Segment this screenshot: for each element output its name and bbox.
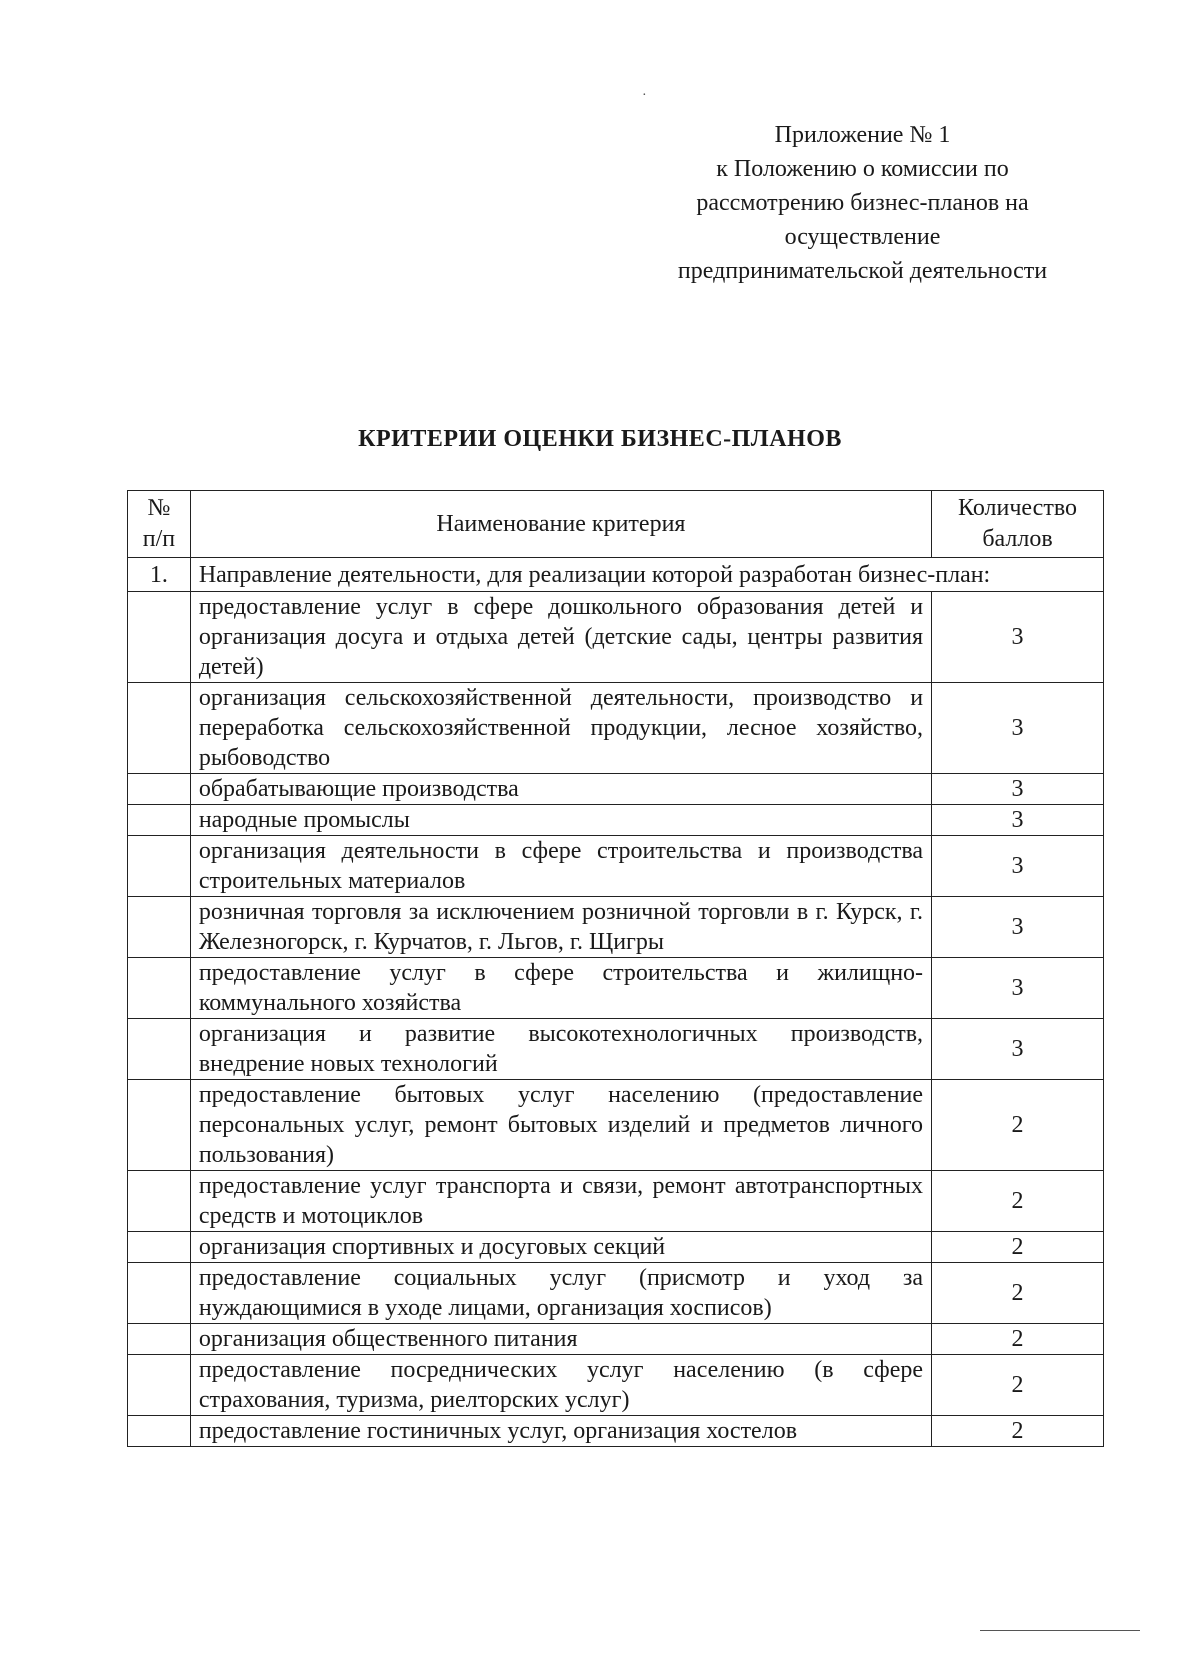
criterion-name-cell [190,1019,931,1080]
header-score-line: Количество [958,495,1077,521]
criterion-name: организация и развитие высокотехнологичных производств, внедрение новых технологий [198,1021,924,1077]
section-name: Направление деятельности, для реализации которой разработан бизнес-план: [190,558,1103,592]
criterion-score: 3 [932,592,1104,683]
row-number-cell [128,1416,191,1447]
appendix-line: Приложение № 1 [774,122,951,148]
criterion-score: 3 [932,683,1104,774]
criterion-name: организация спортивных и досуговых секций [198,1234,666,1260]
criterion-name: организация сельскохозяйственной деятельности, производство и переработка сельскохозяйственной продукции, лесное хозяйство, рыбоводство [198,685,924,771]
row-number-cell [128,836,191,897]
row-number-cell [128,897,191,958]
table-row [128,774,1104,805]
table-row [128,1416,1104,1447]
criteria-table [127,490,1104,1447]
criterion-score: 2 [932,1416,1104,1447]
criterion-name: предоставление социальных услуг (присмотр и уход за нуждающимися в уходе лицами, организация хосписов) [198,1265,924,1321]
table-row [128,805,1104,836]
criterion-name-cell [190,1080,931,1171]
criterion-name: организация деятельности в сфере строительства и производства строительных материалов [198,838,924,894]
criterion-name: обрабатывающие производства [198,776,519,802]
appendix-line: предпринимательской деятельности [677,258,1048,284]
header-number [128,491,191,558]
appendix-header [640,118,1085,288]
criterion-score: 2 [932,1080,1104,1171]
header-criterion-name: Наименование критерия [190,491,931,558]
row-number-cell [128,805,191,836]
criterion-score: 3 [932,1019,1104,1080]
row-number-cell [128,958,191,1019]
criterion-name-cell [190,958,931,1019]
row-number-cell [128,1263,191,1324]
row-number-cell [128,1232,191,1263]
document-title: КРИТЕРИИ ОЦЕНКИ БИЗНЕС-ПЛАНОВ [358,426,842,452]
criterion-name-cell [190,1232,931,1263]
table-row [128,1080,1104,1171]
table-row [128,897,1104,958]
table-header-row [128,491,1104,558]
criterion-name-cell [190,1416,931,1447]
criterion-name-cell [190,774,931,805]
criterion-score: 3 [932,774,1104,805]
criterion-name: народные промыслы [198,807,410,833]
table-row [128,1355,1104,1416]
row-number-cell [128,1019,191,1080]
row-number-cell [128,1355,191,1416]
criterion-score: 2 [932,1324,1104,1355]
table-row [128,958,1104,1019]
table-row [128,1324,1104,1355]
criterion-name-cell [190,1171,931,1232]
appendix-line: рассмотрению бизнес-планов на [696,190,1029,216]
criterion-score: 3 [932,958,1104,1019]
criterion-score: 2 [932,1232,1104,1263]
criterion-score: 3 [932,897,1104,958]
footer-line [980,1630,1140,1632]
table-row [128,683,1104,774]
criterion-name-cell [190,592,931,683]
criterion-name: предоставление посреднических услуг населению (в сфере страхования, туризма, риелторских услуг) [198,1357,924,1413]
criterion-name: предоставление услуг транспорта и связи, ремонт автотранспортных средств и мотоциклов [198,1173,924,1229]
appendix-line: к Положению о комиссии по [716,156,1009,182]
section-number: 1. [128,558,191,592]
criterion-name-cell [190,897,931,958]
criterion-score: 3 [932,805,1104,836]
criterion-score: 3 [932,836,1104,897]
criterion-score: 2 [932,1355,1104,1416]
row-number-cell [128,683,191,774]
criterion-name-cell [190,683,931,774]
criterion-name-cell [190,836,931,897]
header-number-line: п/п [142,526,176,552]
appendix-line: осуществление [784,224,941,250]
row-number-cell [128,1324,191,1355]
row-number-cell [128,1171,191,1232]
criterion-name-cell [190,1324,931,1355]
header-score [932,491,1104,558]
table-row [128,592,1104,683]
scan-artifact: · [642,88,647,103]
section-row [128,558,1104,592]
row-number-cell [128,1080,191,1171]
table-row [128,1019,1104,1080]
criterion-name: предоставление услуг в сфере дошкольного образования детей и организация досуга и отдыха детей (детские сады, центры развития детей) [198,594,924,680]
header-number-line: № [147,495,171,521]
table-row [128,1263,1104,1324]
table-row [128,1171,1104,1232]
table-row [128,1232,1104,1263]
header-score-line: баллов [982,526,1053,552]
table-body [128,558,1104,1447]
row-number-cell [128,592,191,683]
criterion-name: организация общественного питания [198,1326,578,1352]
criterion-name: розничная торговля за исключением розничной торговли в г. Курск, г. Железногорск, г. Курчатов, г. Льгов, г. Щигры [198,899,924,955]
criterion-name-cell [190,805,931,836]
table-row [128,836,1104,897]
criterion-name-cell [190,1355,931,1416]
row-number-cell [128,774,191,805]
criterion-score: 2 [932,1263,1104,1324]
criterion-name: предоставление бытовых услуг населению (предоставление персональных услуг, ремонт бытовых изделий и предметов личного пользования) [198,1082,924,1168]
criterion-name: предоставление гостиничных услуг, организация хостелов [198,1418,798,1444]
criterion-name: предоставление услуг в сфере строительства и жилищно-коммунального хозяйства [198,960,924,1016]
criterion-name-cell [190,1263,931,1324]
criterion-score: 2 [932,1171,1104,1232]
